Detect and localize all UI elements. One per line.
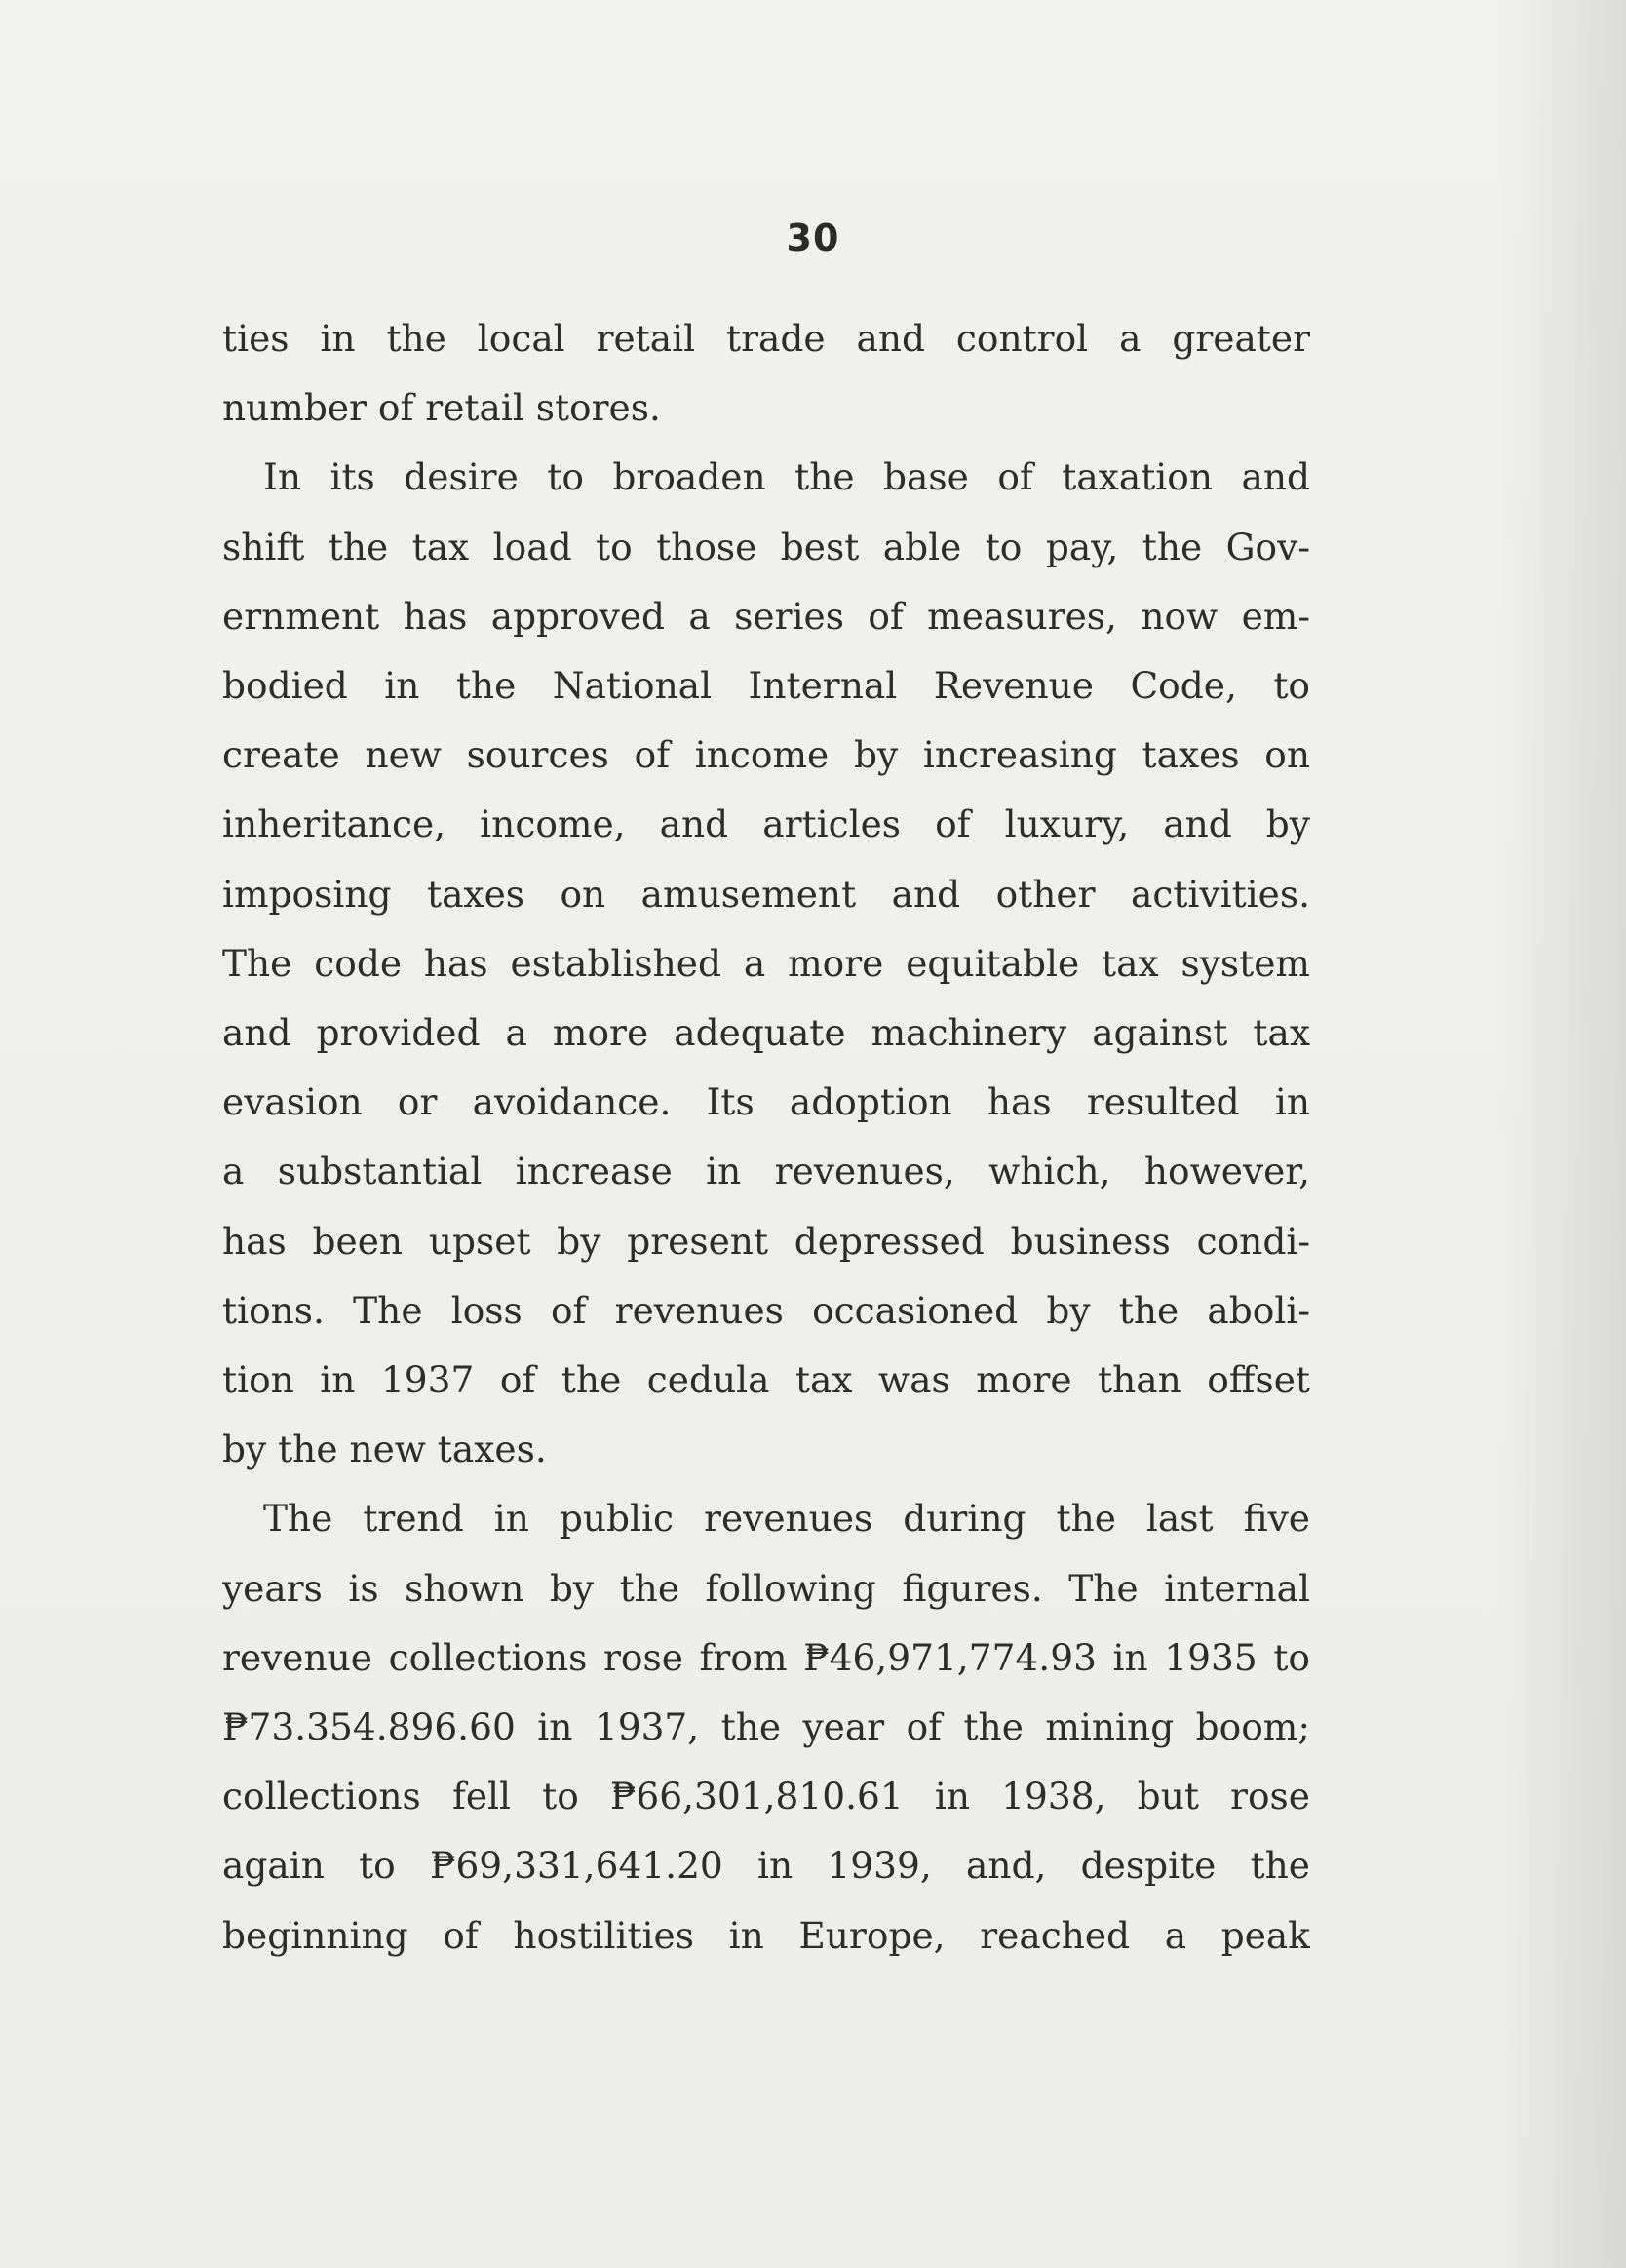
page-number: 30: [786, 216, 840, 259]
text-line: revenue collections rose from ₱46,971,774.93 in 1935 to: [222, 1635, 1310, 1679]
text-line: inheritance, income, and articles of luxury, and by: [222, 802, 1310, 846]
text-line: ties in the local retail trade and control a greater: [222, 317, 1310, 360]
text-line: and provided a more adequate machinery against tax: [222, 1011, 1310, 1055]
text-line: a substantial increase in revenues, which, however,: [222, 1150, 1310, 1193]
text-line: The trend in public revenues during the last five: [263, 1497, 1310, 1541]
text-line: ₱73.354.896.60 in 1937, the year of the mining boom;: [222, 1705, 1310, 1749]
text-line: years is shown by the following figures. The internal: [222, 1566, 1310, 1610]
text-line: beginning of hostilities in Europe, reached a peak: [222, 1913, 1310, 1957]
text-line: collections fell to ₱66,301,810.61 in 1938, but rose: [222, 1775, 1310, 1818]
text-line: again to ₱69,331,641.20 in 1939, and, despite the: [222, 1844, 1310, 1888]
text-line: imposing taxes on amusement and other activities.: [222, 872, 1310, 916]
text-line: number of retail stores.: [222, 386, 661, 430]
text-line: has been upset by present depressed business condi-: [222, 1219, 1310, 1263]
text-line: by the new taxes.: [222, 1427, 547, 1471]
text-line: tion in 1937 of the cedula tax was more than offset: [222, 1358, 1310, 1402]
text-line: evasion or avoidance. Its adoption has resulted in: [222, 1080, 1310, 1124]
text-line: create new sources of income by increasing taxes on: [222, 733, 1310, 777]
text-line: bodied in the National Internal Revenue Code, to: [222, 664, 1310, 708]
body-text: [222, 304, 1310, 1971]
text-line: tions. The loss of revenues occasioned by the aboli-: [222, 1288, 1310, 1332]
text-line: In its desire to broaden the base of taxation and: [263, 455, 1310, 499]
text-line: The code has established a more equitable tax system: [222, 941, 1310, 985]
text-line: ernment has approved a series of measures, now em-: [222, 594, 1310, 638]
text-line: shift the tax load to those best able to pay, the Gov-: [222, 525, 1310, 568]
